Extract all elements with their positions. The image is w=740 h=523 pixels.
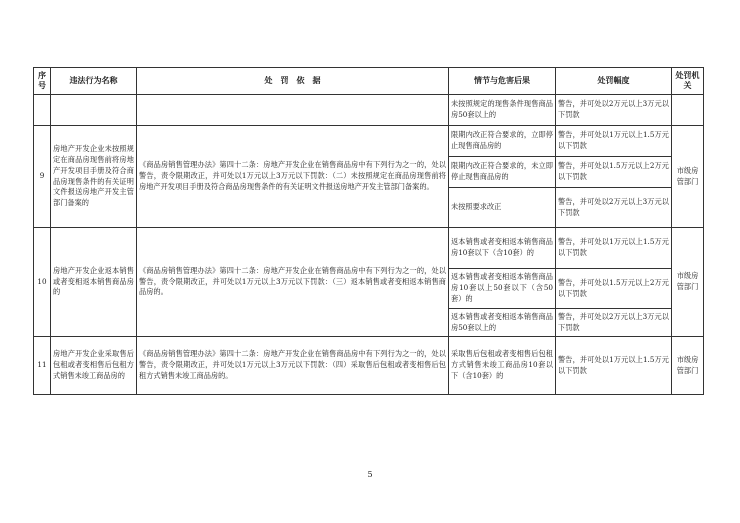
cell-act: 房地产开发企业采取售后包租或者变相售后包租方式销售未竣工商品房的 <box>51 337 137 395</box>
cell-basis: 《商品房销售管理办法》第四十二条：房地产开发企业在销售商品房中有下列行为之一的，处以警告，责令限期改正，并可处以1万元以上3万元以下罚款：（二）未按照规定在商品房现售前将房地产开发项目手册及符合商品房现售条件的有关证明文件报送房地产开发主管部门备案的。 <box>137 126 449 228</box>
cell-range: 警告，并可处以2万元以上3万元以下罚款 <box>556 188 672 228</box>
cell-circumstance: 限期内改正符合要求的，未立即停止现售商品房的 <box>449 157 556 188</box>
cell-seq: 9 <box>34 126 51 228</box>
cell-range: 警告，并可处以1万元以上1.5万元以下罚款 <box>556 337 672 395</box>
cell-empty <box>51 95 137 126</box>
cell-basis: 《商品房销售管理办法》第四十二条：房地产开发企业在销售商品房中有下列行为之一的，处以警告，责令限期改正，并可处以1万元以上3万元以下罚款：（四）采取售后包租或者变相售后包租方式销售未竣工商品房的。 <box>137 337 449 395</box>
cell-range: 警告，并可处以1.5万元以上2万元以下罚款 <box>556 157 672 188</box>
header-act: 违法行为名称 <box>51 68 137 95</box>
cell-act: 房地产开发企业返本销售或者变相返本销售商品房的 <box>51 228 137 337</box>
cell-seq: 10 <box>34 228 51 337</box>
cell-authority: 市级房管部门 <box>672 228 704 337</box>
table-row <box>34 126 704 157</box>
header-seq: 序号 <box>34 68 51 95</box>
header-basis: 处 罚 依 据 <box>137 68 449 95</box>
table-header-row <box>34 68 704 95</box>
header-authority: 处罚机关 <box>672 68 704 95</box>
cell-range: 警告，并可处以2万元以上3万元以下罚款 <box>556 95 672 126</box>
table-row <box>34 337 704 395</box>
cell-basis: 《商品房销售管理办法》第四十二条：房地产开发企业在销售商品房中有下列行为之一的，处以警告，责令限期改正，并可处以1万元以上3万元以下罚款：（三）返本销售或者变相返本销售商品房的。 <box>137 228 449 337</box>
cell-circumstance: 未按照规定的现售条件现售商品房50套以上的 <box>449 95 556 126</box>
cell-empty <box>34 95 51 126</box>
cell-authority: 市级房管部门 <box>672 126 704 228</box>
cell-circumstance: 返本销售或者变相返本销售商品房10套以上50套以下（含50套）的 <box>449 269 556 309</box>
cell-range: 警告，并可处以1.5万元以上2万元以下罚款 <box>556 269 672 309</box>
cell-empty <box>137 95 449 126</box>
cell-range: 警告，并可处以2万元以上3万元以下罚款 <box>556 309 672 337</box>
page-number: 5 <box>367 470 373 479</box>
penalty-table <box>33 67 704 395</box>
cell-act: 房地产开发企业未按照规定在商品房现售前将房地产开发项目手册及符合商品房现售条件的有关证明文件报送房地产开发主管部门备案的 <box>51 126 137 228</box>
cell-circumstance: 返本销售或者变相返本销售商品房50套以上的 <box>449 309 556 337</box>
table-row <box>34 95 704 126</box>
cell-seq: 11 <box>34 337 51 395</box>
table-row <box>34 228 704 269</box>
cell-circumstance: 采取售后包租或者变相售后包租方式销售未竣工商品房10套以下（含10套）的 <box>449 337 556 395</box>
header-range: 处罚幅度 <box>556 68 672 95</box>
cell-circumstance: 限期内改正符合要求的，立即停止现售商品房的 <box>449 126 556 157</box>
cell-range: 警告，并可处以1万元以上1.5万元以下罚款 <box>556 126 672 157</box>
cell-range: 警告，并可处以1万元以上1.5万元以下罚款 <box>556 228 672 269</box>
cell-circumstance: 未按照要求改正 <box>449 188 556 228</box>
cell-circumstance: 返本销售或者变相返本销售商品房10套以下（含10套）的 <box>449 228 556 269</box>
cell-empty <box>672 95 704 126</box>
header-circumstance: 情节与危害后果 <box>449 68 556 95</box>
cell-authority: 市级房管部门 <box>672 337 704 395</box>
